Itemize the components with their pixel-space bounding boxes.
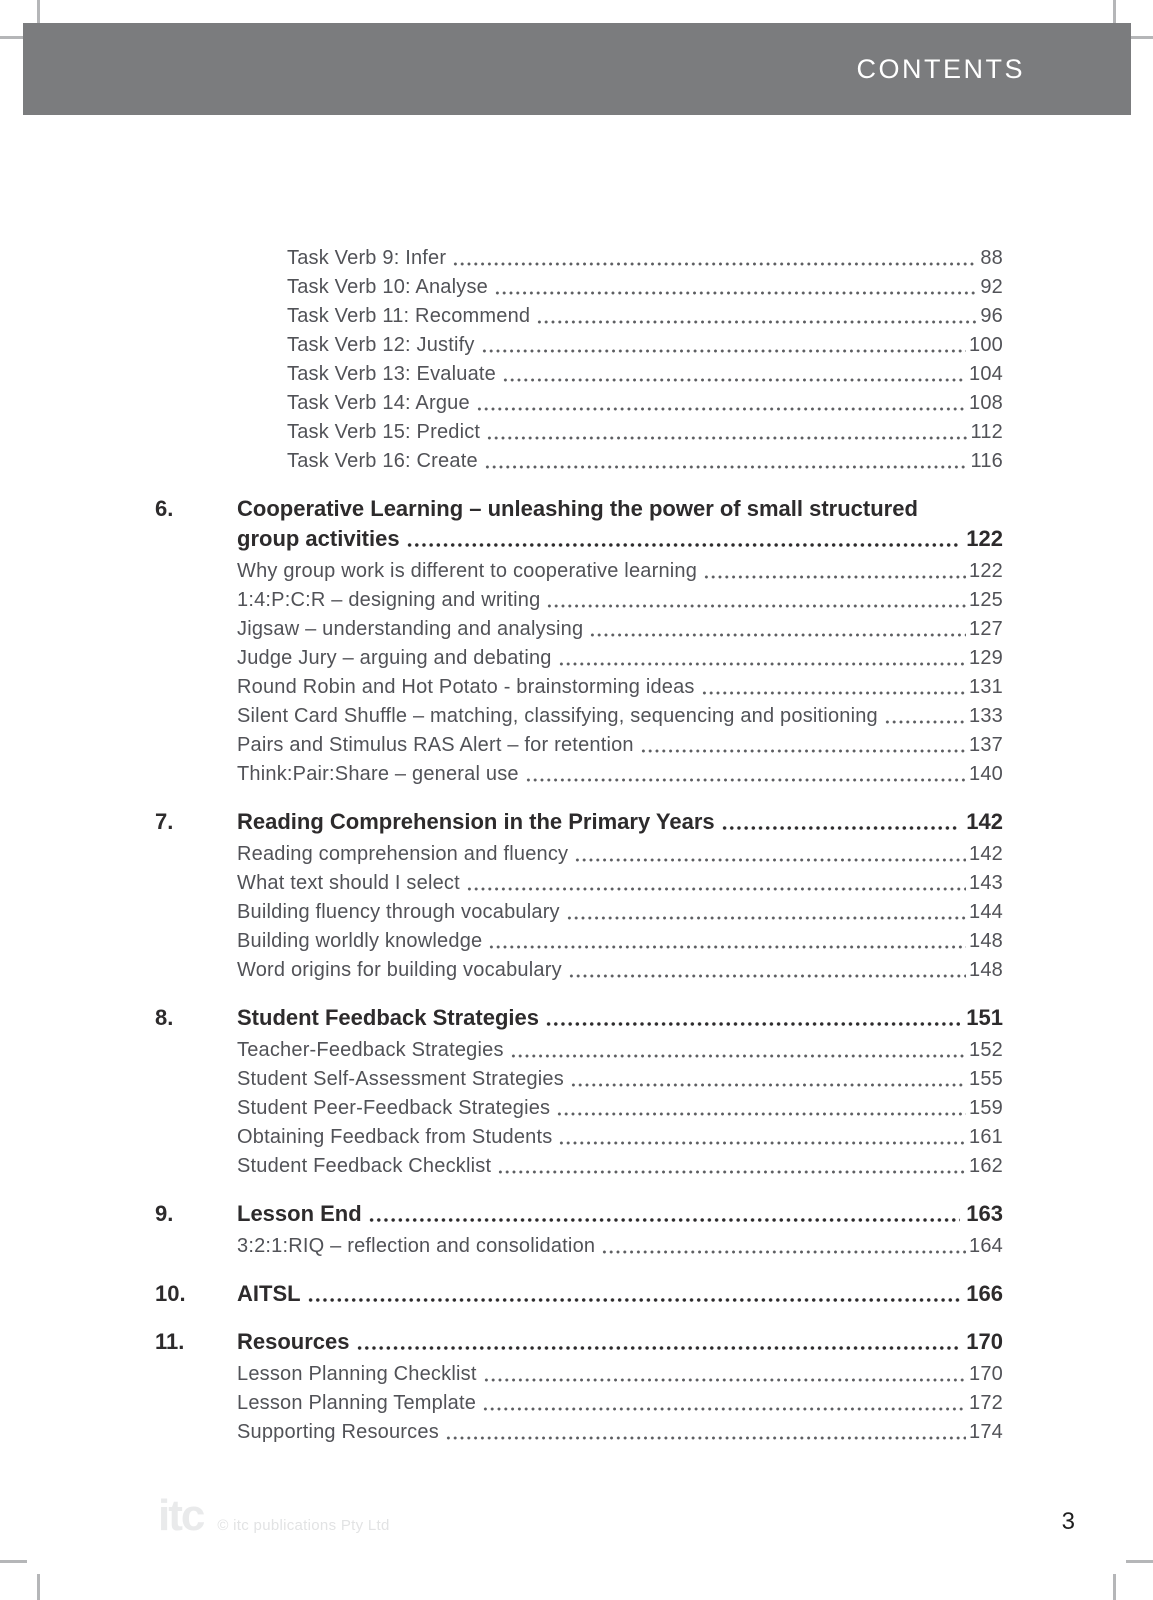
toc-section-heading bbox=[155, 1279, 1003, 1309]
page-ref: 161 bbox=[969, 1126, 1003, 1148]
page-ref: 163 bbox=[966, 1201, 1003, 1226]
section-title-line bbox=[237, 807, 1003, 837]
section-title-text: Reading Comprehension in the Primary Years bbox=[237, 809, 715, 834]
dotted-leader bbox=[566, 915, 966, 921]
dotted-leader bbox=[488, 944, 966, 950]
toc-entry-label: Think:Pair:Share – general use bbox=[237, 763, 519, 785]
section-title bbox=[237, 494, 1003, 554]
toc-entry bbox=[237, 840, 1003, 869]
toc-entry bbox=[237, 673, 1003, 702]
dotted-leader bbox=[484, 464, 968, 470]
toc-section-6 bbox=[155, 494, 1003, 789]
toc-entry-label: What text should I select bbox=[237, 872, 460, 894]
toc-section-9 bbox=[155, 1199, 1003, 1261]
toc-entry-label: Lesson Planning Template bbox=[237, 1392, 477, 1414]
page-ref: 112 bbox=[970, 421, 1003, 443]
toc-entry-label: Student Peer-Feedback Strategies bbox=[237, 1097, 551, 1119]
page-ref: 166 bbox=[966, 1281, 1003, 1306]
dotted-leader bbox=[466, 886, 966, 892]
page-ref: 148 bbox=[969, 930, 1003, 952]
section-title bbox=[237, 1327, 1003, 1357]
dotted-leader bbox=[482, 1406, 966, 1412]
dotted-leader bbox=[476, 406, 966, 412]
dotted-leader bbox=[589, 632, 966, 638]
itc-logo: itc bbox=[158, 1491, 204, 1540]
page-ref: 143 bbox=[969, 872, 1003, 894]
dotted-leader bbox=[510, 1053, 966, 1059]
page-number: 3 bbox=[1061, 1508, 1075, 1535]
dotted-leader bbox=[601, 1249, 966, 1255]
toc-entry bbox=[237, 702, 1003, 731]
toc-entry bbox=[237, 1418, 1003, 1447]
toc-entry-label: Task Verb 16: Create bbox=[287, 450, 478, 472]
dotted-leader bbox=[558, 1140, 966, 1146]
toc-entry-label: 1:4:P:C:R – designing and writing bbox=[237, 589, 541, 611]
toc-subentry-list bbox=[237, 557, 1003, 789]
toc-section-7 bbox=[155, 807, 1003, 985]
toc-entry bbox=[237, 1232, 1003, 1261]
dotted-leader bbox=[356, 1345, 961, 1351]
dotted-leader bbox=[502, 377, 966, 383]
section-number: 9. bbox=[155, 1201, 174, 1226]
toc-entry bbox=[237, 644, 1003, 673]
toc-entry bbox=[237, 869, 1003, 898]
dotted-leader bbox=[494, 290, 977, 296]
dotted-leader bbox=[640, 748, 966, 754]
dotted-leader bbox=[483, 1377, 966, 1383]
section-number: 7. bbox=[155, 809, 174, 834]
page-ref: 170 bbox=[969, 1363, 1003, 1385]
toc-entry-label: Task Verb 9: Infer bbox=[287, 247, 447, 269]
dotted-leader bbox=[525, 777, 966, 783]
crop-mark bbox=[1113, 1574, 1116, 1600]
toc-section-heading bbox=[155, 1327, 1003, 1357]
dotted-leader bbox=[574, 857, 966, 863]
dotted-leader bbox=[568, 973, 966, 979]
page-ref: 125 bbox=[969, 589, 1003, 611]
toc-entry bbox=[237, 1389, 1003, 1418]
page-ref: 151 bbox=[966, 1005, 1003, 1030]
section-title-line bbox=[237, 524, 1003, 554]
page-ref: 170 bbox=[966, 1329, 1003, 1354]
toc-entry bbox=[237, 1152, 1003, 1181]
dotted-leader bbox=[307, 1297, 961, 1303]
page-ref: 122 bbox=[966, 526, 1003, 551]
page-ref: 116 bbox=[970, 450, 1003, 472]
toc-entry bbox=[237, 760, 1003, 789]
section-number: 8. bbox=[155, 1005, 174, 1030]
toc-entry-label: Supporting Resources bbox=[237, 1421, 439, 1443]
toc-entry-label: Student Feedback Checklist bbox=[237, 1155, 492, 1177]
dotted-leader bbox=[481, 348, 966, 354]
toc-intro-list bbox=[287, 244, 1003, 476]
dotted-leader bbox=[536, 319, 977, 325]
section-title-line bbox=[237, 1199, 1003, 1229]
page-ref: 162 bbox=[969, 1155, 1003, 1177]
dotted-leader bbox=[545, 1021, 960, 1027]
page-ref: 108 bbox=[969, 392, 1003, 414]
toc-entry-label: Task Verb 12: Justify bbox=[287, 334, 475, 356]
toc-subentry-list bbox=[237, 1036, 1003, 1181]
page-ref: 104 bbox=[969, 363, 1003, 385]
page-ref: 133 bbox=[969, 705, 1003, 727]
crop-mark bbox=[1126, 1560, 1153, 1563]
page-ref: 159 bbox=[969, 1097, 1003, 1119]
toc-entry bbox=[237, 586, 1003, 615]
dotted-leader bbox=[445, 1435, 966, 1441]
toc-entry-label: Word origins for building vocabulary bbox=[237, 959, 562, 981]
dotted-leader bbox=[486, 435, 967, 441]
page-ref: 174 bbox=[969, 1421, 1003, 1443]
toc-entry-label: Reading comprehension and fluency bbox=[237, 843, 569, 865]
toc-sections bbox=[155, 494, 1003, 1447]
section-title-text: AITSL bbox=[237, 1281, 301, 1306]
dotted-leader bbox=[556, 1111, 966, 1117]
dotted-leader bbox=[703, 574, 966, 580]
page-ref: 96 bbox=[980, 305, 1003, 327]
dotted-leader bbox=[368, 1217, 961, 1223]
page-ref: 92 bbox=[980, 276, 1003, 298]
page-ref: 155 bbox=[969, 1068, 1003, 1090]
toc-entry-label: Jigsaw – understanding and analysing bbox=[237, 618, 584, 640]
toc-entry bbox=[287, 302, 1003, 331]
page-ref: 142 bbox=[966, 809, 1003, 834]
toc-section-10 bbox=[155, 1279, 1003, 1309]
toc-section-heading bbox=[155, 494, 1003, 554]
toc-entry-label: Obtaining Feedback from Students bbox=[237, 1126, 553, 1148]
toc-entry bbox=[237, 1360, 1003, 1389]
toc-entry-label: Building worldly knowledge bbox=[237, 930, 483, 952]
toc-entry-label: Round Robin and Hot Potato - brainstorming ideas bbox=[237, 676, 695, 698]
section-title-line bbox=[237, 1003, 1003, 1033]
contents-header-bar bbox=[23, 23, 1131, 115]
page-ref: 140 bbox=[969, 763, 1003, 785]
page-ref: 137 bbox=[969, 734, 1003, 756]
section-number: 11. bbox=[155, 1329, 185, 1354]
section-number: 6. bbox=[155, 496, 174, 521]
toc-entry bbox=[237, 927, 1003, 956]
dotted-leader bbox=[721, 825, 961, 831]
page-ref: 142 bbox=[969, 843, 1003, 865]
toc-subentry-list bbox=[237, 1360, 1003, 1447]
section-title bbox=[237, 807, 1003, 837]
toc-entry bbox=[237, 1036, 1003, 1065]
section-title-text: group activities bbox=[237, 526, 400, 551]
toc-entry bbox=[237, 1094, 1003, 1123]
toc-section-heading bbox=[155, 1199, 1003, 1229]
toc-entry bbox=[237, 1065, 1003, 1094]
dotted-leader bbox=[452, 261, 977, 267]
copyright-text: © itc publications Pty Ltd bbox=[217, 1517, 390, 1534]
section-title-text: Student Feedback Strategies bbox=[237, 1005, 539, 1030]
toc-section-heading bbox=[155, 1003, 1003, 1033]
toc-entry bbox=[287, 447, 1003, 476]
toc-entry-label: Lesson Planning Checklist bbox=[237, 1363, 477, 1385]
dotted-leader bbox=[884, 719, 966, 725]
dotted-leader bbox=[558, 661, 966, 667]
footer bbox=[158, 1491, 390, 1540]
toc-section-11 bbox=[155, 1327, 1003, 1447]
crop-mark bbox=[37, 1574, 40, 1600]
toc-subentry-list bbox=[237, 1232, 1003, 1261]
toc-entry-label: Pairs and Stimulus RAS Alert – for retention bbox=[237, 734, 634, 756]
page-ref: 122 bbox=[969, 560, 1003, 582]
crop-mark bbox=[0, 1560, 27, 1563]
page-ref: 172 bbox=[969, 1392, 1003, 1414]
toc-entry bbox=[287, 360, 1003, 389]
page-ref: 131 bbox=[969, 676, 1003, 698]
page-ref: 164 bbox=[969, 1235, 1003, 1257]
page-ref: 152 bbox=[969, 1039, 1003, 1061]
toc-entry-label: Student Self-Assessment Strategies bbox=[237, 1068, 564, 1090]
dotted-leader bbox=[497, 1169, 966, 1175]
page-ref: 127 bbox=[969, 618, 1003, 640]
toc-entry bbox=[287, 244, 1003, 273]
toc-entry-label: Silent Card Shuffle – matching, classifying, sequencing and positioning bbox=[237, 705, 878, 727]
dotted-leader bbox=[546, 603, 966, 609]
toc-entry bbox=[237, 956, 1003, 985]
toc-entry bbox=[237, 1123, 1003, 1152]
toc-entry bbox=[287, 389, 1003, 418]
section-number: 10. bbox=[155, 1281, 186, 1306]
page-ref: 148 bbox=[969, 959, 1003, 981]
toc-entry-label: Building fluency through vocabulary bbox=[237, 901, 560, 923]
toc-entry-label: Task Verb 14: Argue bbox=[287, 392, 470, 414]
toc-entry-label: Task Verb 15: Predict bbox=[287, 421, 481, 443]
toc-entry bbox=[237, 731, 1003, 760]
dotted-leader bbox=[570, 1082, 966, 1088]
toc-entry bbox=[237, 615, 1003, 644]
toc-section-8 bbox=[155, 1003, 1003, 1181]
section-title bbox=[237, 1003, 1003, 1033]
page-ref: 129 bbox=[969, 647, 1003, 669]
toc-entry bbox=[237, 557, 1003, 586]
toc-entry-label: Task Verb 11: Recommend bbox=[287, 305, 531, 327]
toc-entry-label: Why group work is different to cooperative learning bbox=[237, 560, 698, 582]
dotted-leader bbox=[406, 542, 961, 548]
dotted-leader bbox=[701, 690, 966, 696]
table-of-contents bbox=[155, 244, 1003, 1447]
toc-section-heading bbox=[155, 807, 1003, 837]
toc-entry-label: Judge Jury – arguing and debating bbox=[237, 647, 552, 669]
toc-entry bbox=[287, 331, 1003, 360]
page-ref: 88 bbox=[980, 247, 1003, 269]
page-title: CONTENTS bbox=[856, 53, 1025, 84]
toc-subentry-list bbox=[237, 840, 1003, 985]
toc-entry bbox=[287, 273, 1003, 302]
section-title bbox=[237, 1199, 1003, 1229]
section-title-line bbox=[237, 1279, 1003, 1309]
page-ref: 144 bbox=[969, 901, 1003, 923]
section-title-text: Resources bbox=[237, 1329, 350, 1354]
toc-entry bbox=[287, 418, 1003, 447]
toc-entry-label: Task Verb 13: Evaluate bbox=[287, 363, 496, 385]
section-title bbox=[237, 1279, 1003, 1309]
toc-entry bbox=[237, 898, 1003, 927]
page-ref: 100 bbox=[969, 334, 1003, 356]
section-title-line: Cooperative Learning – unleashing the power of small structured bbox=[237, 496, 918, 521]
section-title-text: Lesson End bbox=[237, 1201, 362, 1226]
toc-entry-label: 3:2:1:RIQ – reflection and consolidation bbox=[237, 1235, 596, 1257]
toc-entry-label: Teacher-Feedback Strategies bbox=[237, 1039, 504, 1061]
section-title-line bbox=[237, 1327, 1003, 1357]
toc-entry-label: Task Verb 10: Analyse bbox=[287, 276, 488, 298]
